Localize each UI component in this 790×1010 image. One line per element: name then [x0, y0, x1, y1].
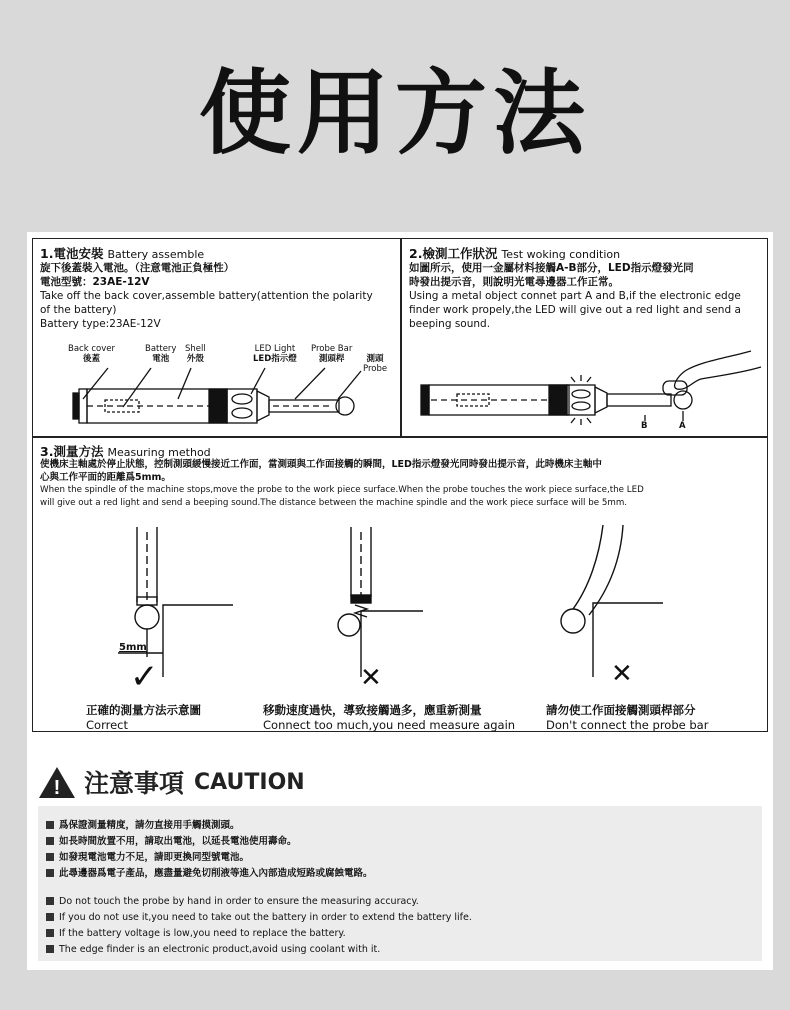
- note-item: 此尋邊器爲電子產品，應盡量避免切削液等進入內部造成短路或腐蝕電路。: [46, 867, 373, 880]
- check-icon: ✓: [130, 657, 159, 697]
- page-title: 使用方法: [198, 60, 591, 167]
- section3-line: will give out a red light and send a beeping sound.The distance between the machine spindle and the work piece surface will be 5mm.: [40, 498, 628, 508]
- working-test-diagram: [401, 239, 769, 439]
- section-measuring-method: [32, 436, 768, 732]
- label-battery: Battery 電池: [145, 344, 177, 364]
- label-a: A: [679, 421, 686, 431]
- caution-header: [38, 762, 305, 802]
- caution-title-zh: 注意事項: [84, 769, 185, 798]
- section1-line: of the battery): [40, 304, 117, 316]
- label-shell: Shell 外殼: [185, 344, 206, 364]
- section2-title-zh: 2.檢測工作狀況: [409, 246, 498, 261]
- section2-line: 如圖所示，使用一金屬材料接觸A-B部分，LED指示燈發光同: [409, 262, 694, 274]
- section2-line: beeping sound.: [409, 318, 491, 330]
- svg-text:!: !: [53, 777, 61, 799]
- caption-too-much: 移動速度過快，導致接觸過多，應重新測量 Connect too much,you need measure again: [263, 703, 516, 732]
- section1-title-zh: 1.電池安裝: [40, 246, 104, 261]
- caution-notes: [38, 806, 762, 961]
- label-led-light: LED Light LED指示燈: [253, 344, 297, 364]
- caption-bar: 請勿使工作面接觸測頭桿部分 Don't connect the probe bar: [546, 703, 709, 732]
- section1-title-en: Battery assemble: [107, 248, 205, 261]
- cross-icon: ✕: [360, 663, 382, 693]
- cross-icon: ✕: [611, 659, 633, 689]
- section1-line: 電池型號：23AE-12V: [40, 276, 150, 288]
- section2-line: 時發出提示音，則說明光電尋邊器工作正常。: [409, 276, 619, 288]
- note-item: 如長時間放置不用，請取出電池，以延長電池使用壽命。: [46, 835, 297, 848]
- too-much-diagram: [338, 527, 423, 677]
- note-item: The edge finder is an electronic product,avoid using coolant with it.: [46, 943, 380, 956]
- section3-title-zh: 3.測量方法: [40, 444, 104, 459]
- edge-finder-diagram: [33, 239, 403, 439]
- label-probe: 測頭 Probe: [363, 354, 388, 374]
- section1-line: Take off the back cover,assemble battery(attention the polarity: [40, 290, 373, 302]
- dimension-label: 5mm: [119, 642, 147, 653]
- section1-line: Battery type:23AE-12V: [40, 318, 161, 330]
- label-back-cover: Back cover 後蓋: [68, 344, 115, 364]
- section2-title-en: Test woking condition: [501, 248, 621, 261]
- section1-line: 旋下後蓋裝入電池。（注意電池正負極性）: [40, 262, 235, 274]
- note-item: If you do not use it,you need to take out the battery in order to extend the battery life.: [46, 911, 472, 924]
- label-probe-bar: Probe Bar 測頭桿: [311, 344, 353, 364]
- section3-line: 使機床主軸處於停止狀態，控制測頭緩慢接近工作面，當測頭與工作面接觸的瞬間，LED指示燈發光同時發出提示音，此時機床主軸中: [40, 459, 602, 470]
- section-test-working-condition: [400, 238, 768, 438]
- section3-title-en: Measuring method: [107, 446, 211, 459]
- caution-title-en: CAUTION: [194, 769, 305, 795]
- note-item: If the battery voltage is low,you need to replace the battery.: [46, 927, 346, 940]
- warning-icon: [38, 765, 76, 799]
- note-item: 爲保證測量精度，請勿直接用手觸摸測頭。: [46, 819, 240, 832]
- section3-line: 心與工作平面的距離爲5mm。: [40, 472, 171, 483]
- label-b: B: [641, 421, 648, 431]
- section3-line: When the spindle of the machine stops,move the probe to the work piece surface.When the probe touches the work piece surface,the LED: [40, 485, 644, 495]
- caption-correct: 正確的測量方法示意圖 Correct: [86, 703, 201, 732]
- note-item: 如發現電池電力不足，請即更換同型號電池。: [46, 851, 249, 864]
- bar-contact-diagram: [561, 525, 663, 677]
- section-battery-assemble: [32, 238, 402, 438]
- section2-line: Using a metal object connet part A and B,if the electronic edge: [409, 290, 741, 302]
- note-item: Do not touch the probe by hand in order to ensure the measuring accuracy.: [46, 895, 419, 908]
- section2-line: finder work propely,the LED will give out a red light and send a: [409, 304, 741, 316]
- correct-diagram: [118, 527, 233, 677]
